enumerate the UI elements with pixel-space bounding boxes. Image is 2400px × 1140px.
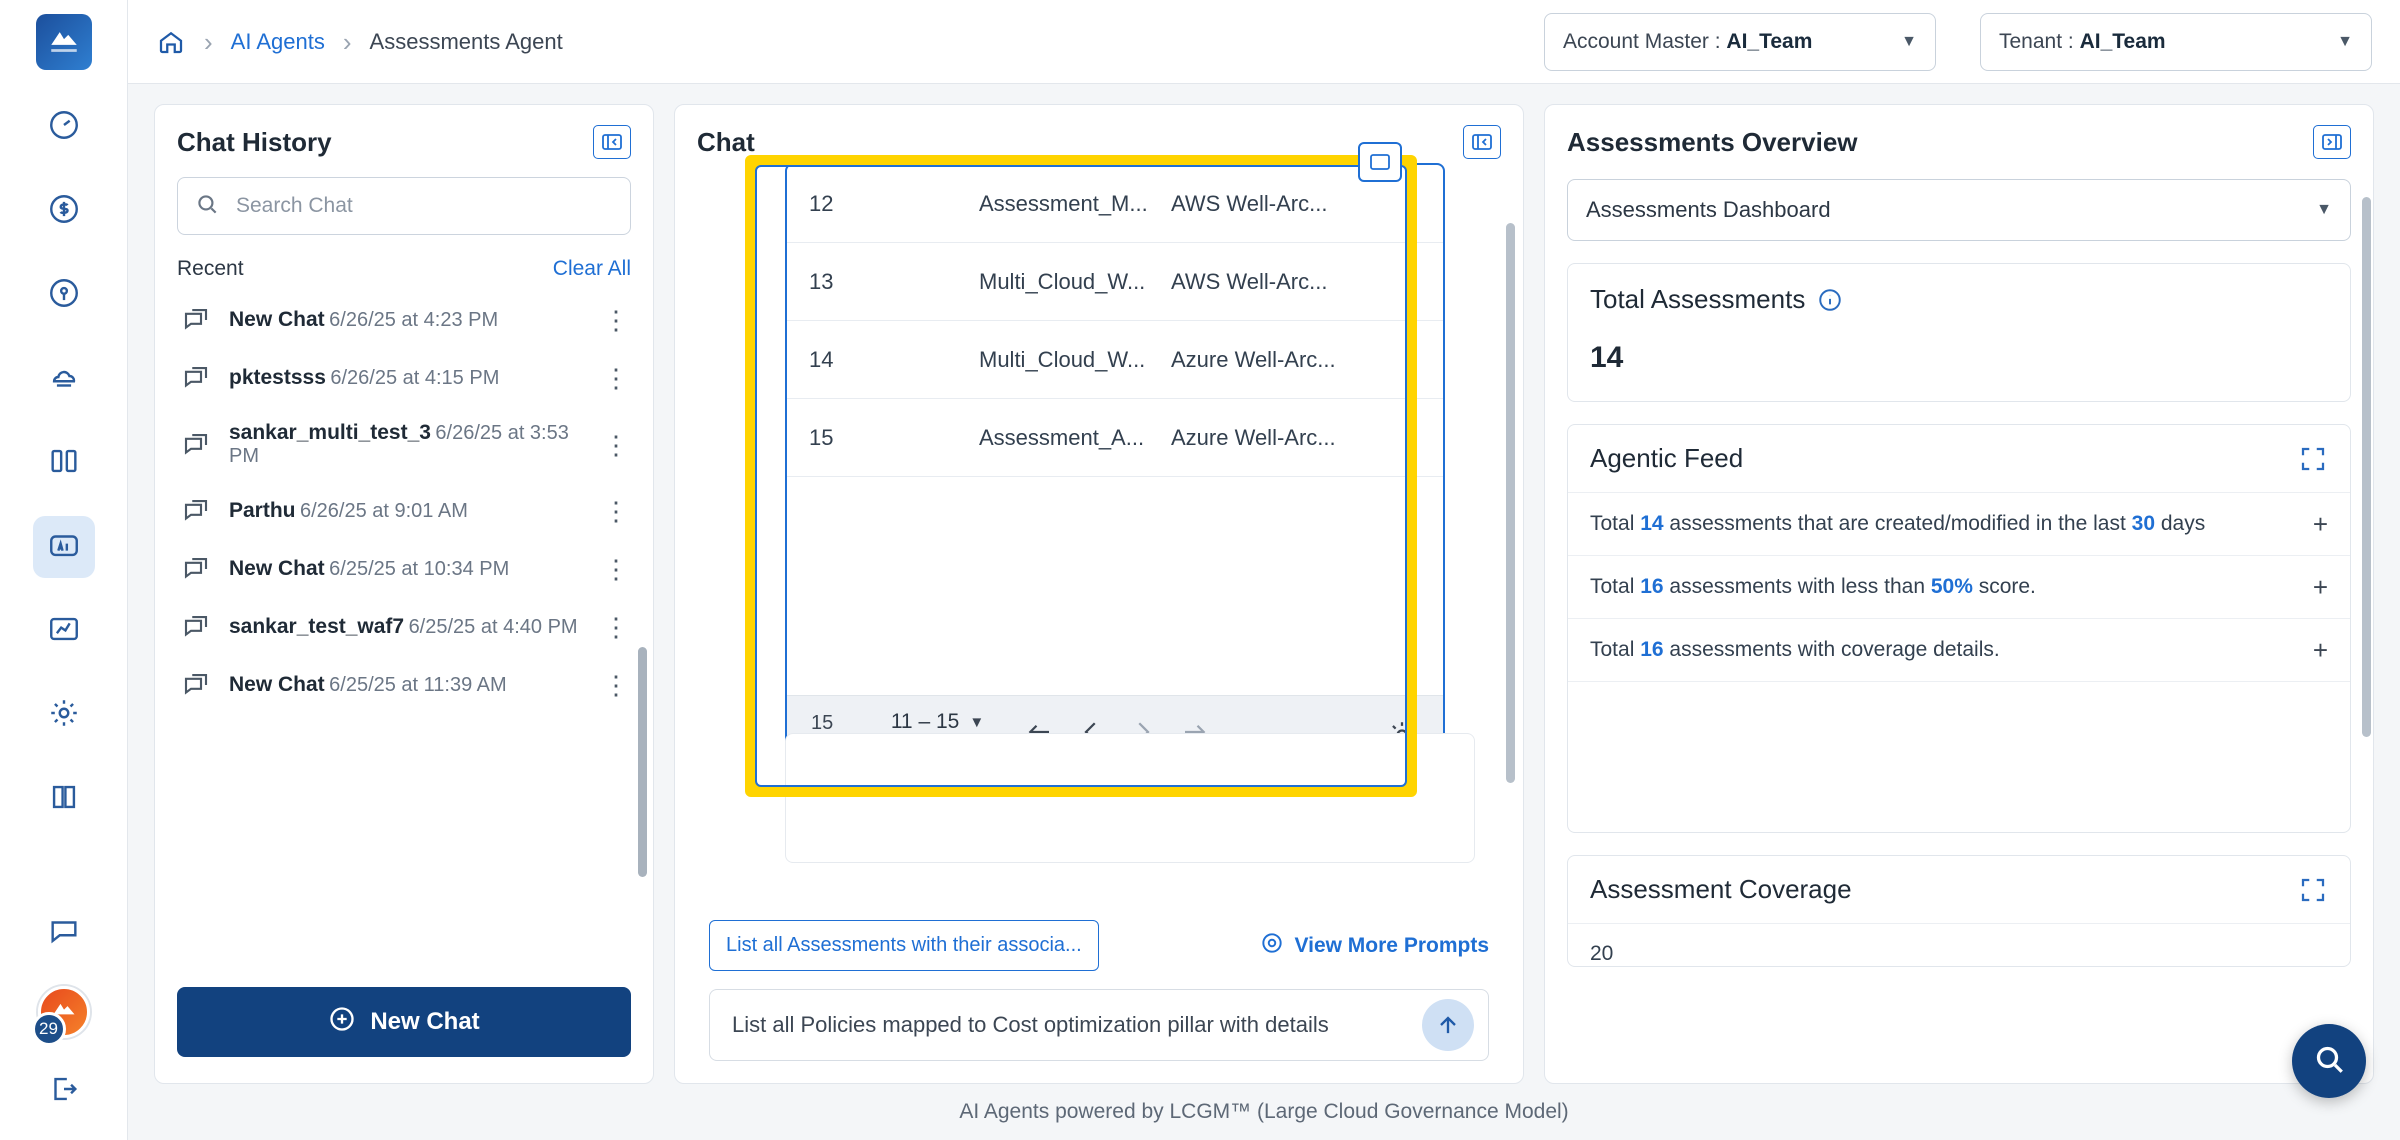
info-icon[interactable] [1817,287,1843,313]
top-bar [128,0,2400,84]
collapse-right-icon[interactable] [2313,125,2351,159]
cell-name: Multi_Cloud_W... [979,346,1146,372]
list-item-title: pktestsss [229,366,326,389]
logout-icon [47,1072,81,1111]
list-item-text [229,499,585,523]
plus-circle-icon [328,1005,356,1040]
list-item-text [229,366,585,390]
sidebar-item-settings[interactable] [33,684,95,746]
overview-header [1545,105,2373,173]
cell-name: Multi_Cloud_W... [979,268,1146,294]
reports-icon [47,612,81,651]
list-item[interactable] [177,598,639,656]
search-chat-wrap [155,173,653,235]
book-icon [47,780,81,819]
new-chat-wrap [155,969,653,1083]
list-item-date: 6/25/25 at 4:40 PM [408,616,578,638]
global-search-fab[interactable] [2292,1024,2366,1098]
agentic-feed-title: Agentic Feed [1590,443,1744,473]
total-assessments-card [1567,263,2351,402]
grid-empty-space [787,477,1443,653]
search-icon [194,191,220,222]
page-footer: AI Agents powered by LCGM™ (Large Cloud Governance Model) [959,1100,1569,1123]
cell-type: Azure Well-Arc... [1171,346,1336,372]
chat-message-placeholder [785,733,1475,863]
new-chat-label: New Chat [370,1008,480,1035]
assessments-overview-panel [1544,104,2374,1084]
chevron-down-icon[interactable]: ▼ [969,714,985,732]
search-chat-box[interactable] [177,177,631,235]
list-item-date: 6/26/25 at 3:53 PM [229,422,569,467]
overview-scrollbar[interactable] [2362,197,2371,737]
chat-panel [674,104,1524,1084]
sidebar-item-cost[interactable] [33,180,95,242]
chat-bubble-icon [179,670,213,700]
overview-body [1545,173,2373,1083]
feed-mid: assessments that are created/modified in the last [1663,512,2132,535]
list-item-text [229,615,585,639]
chat-header-buttons [1463,125,1501,159]
chat-bubble-icon [179,554,213,584]
sidebar-item-compare[interactable] [33,432,95,494]
table-row[interactable] [787,165,1443,243]
cost-icon [47,192,81,231]
cell-id: 13 [809,268,834,294]
chat-history-list [155,291,653,969]
chat-history-scrollbar[interactable] [638,647,647,877]
chat-bubble-icon [179,430,213,460]
account-master-select[interactable] [1544,13,1936,71]
sidebar-item-ai-agents[interactable] [33,516,95,578]
chat-history-header [155,105,653,173]
list-item-title: New Chat [229,308,325,331]
sidebar-item-logout[interactable] [33,1060,95,1122]
user-avatar-wrap[interactable] [38,986,90,1038]
total-assessments-title-row [1590,284,2328,315]
cell-type: AWS Well-Arc... [1171,190,1328,216]
new-chat-button[interactable] [177,987,631,1057]
agentic-feed-header [1568,425,2350,493]
account-master-value: AI_Team [1726,29,1813,53]
dashboard-icon [47,108,81,147]
list-item-text [229,308,585,332]
more-options-icon[interactable]: ⋮ [603,554,629,584]
chevron-down-icon[interactable]: ▼ [2337,32,2353,50]
chevron-down-icon[interactable]: ▼ [1901,32,1917,50]
total-assessments-title: Total Assessments [1590,284,1806,314]
list-item-title: Parthu [229,499,296,522]
home-icon[interactable] [156,27,186,57]
left-nav-rail [0,0,128,1140]
clear-all-button[interactable]: Clear All [552,257,631,280]
view-more-prompts-button[interactable] [1259,930,1490,962]
view-more-prompts-label: View More Prompts [1294,933,1489,957]
breadcrumb-chevron-2: › [342,26,352,57]
list-item-title: New Chat [229,673,325,696]
app-logo[interactable] [36,14,92,70]
gear-icon [47,696,81,735]
grid-total-count: 15 [811,711,834,734]
tenant-value: AI_Team [2079,29,2166,53]
chevron-down-icon[interactable]: ▼ [2316,201,2332,218]
dashboard-select[interactable] [1567,179,2351,241]
feed-pre: Total [1590,512,1641,535]
send-button[interactable] [1422,999,1474,1051]
main-columns [128,84,2400,1084]
ai-agents-icon [47,528,81,567]
sidebar-item-dashboard[interactable] [33,96,95,158]
grid-expand-button[interactable] [1358,142,1402,182]
expand-icon[interactable] [2298,875,2328,905]
expand-row-icon[interactable]: + [2312,509,2328,539]
cloud-network-icon [47,360,81,399]
feed-mid: assessments with less than [1663,575,1931,598]
overview-title: Assessments Overview [1567,126,1858,157]
cell-type: Azure Well-Arc... [1171,424,1336,450]
feed-row[interactable] [1568,556,2350,619]
list-item-date: 6/25/25 at 11:39 AM [329,674,507,696]
cell-type: AWS Well-Arc... [1171,268,1328,294]
assessment-coverage-title: Assessment Coverage [1590,874,1852,904]
feed-row-text [1590,512,2205,536]
more-options-icon[interactable]: ⋮ [603,496,629,526]
recent-row [155,235,653,291]
assessment-coverage-header [1568,856,2350,924]
tenant-label: Tenant : [1999,29,2074,53]
assessments-grid [787,165,1443,653]
chat-input-text[interactable]: List all Policies mapped to Cost optimization pillar with details [732,1012,1329,1037]
list-item-title: sankar_test_waf7 [229,615,405,638]
more-options-icon[interactable]: ⋮ [603,305,629,335]
cell-id: 15 [809,424,834,450]
expand-row-icon[interactable]: + [2312,635,2328,665]
feed-num1: 14 [1640,512,1664,535]
feed-row-text [1590,638,2000,662]
chat-history-panel [154,104,654,1084]
search-icon [2311,1041,2347,1082]
feed-num1: 16 [1640,638,1664,661]
list-item-date: 6/26/25 at 4:23 PM [329,309,499,331]
recent-label: Recent [177,257,244,280]
expand-icon[interactable] [2298,444,2328,474]
expand-row-icon[interactable]: + [2312,572,2328,602]
sidebar-item-cloud-network[interactable] [33,348,95,410]
list-item-title: New Chat [229,557,325,580]
more-options-icon[interactable]: ⋮ [603,612,629,642]
feed-pre: Total [1590,575,1641,598]
feed-mid: assessments with coverage details. [1663,638,2000,661]
suggested-prompt-chip[interactable]: List all Assessments with their associa... [709,920,1099,971]
assessment-coverage-card [1567,855,2351,967]
assessment-coverage-value: 20 [1590,942,1614,965]
list-item[interactable] [177,656,639,714]
sidebar-item-library[interactable] [33,768,95,830]
feed-row[interactable] [1568,619,2350,682]
search-input[interactable] [234,193,614,219]
list-item-date: 6/25/25 at 10:34 PM [329,558,510,580]
more-options-icon[interactable]: ⋮ [603,670,629,700]
chat-history-title: Chat History [177,126,332,157]
feed-pre: Total [1590,638,1641,661]
feed-post: days [2155,512,2206,535]
more-options-icon[interactable]: ⋮ [603,363,629,393]
collapse-left-icon[interactable] [1463,125,1501,159]
tenant-select[interactable] [1980,13,2372,71]
list-item[interactable] [177,291,639,349]
chat-bubble-icon [179,496,213,526]
list-item[interactable] [177,349,639,407]
grid-range-line1: 11 – 15 [890,710,960,734]
chat-support-icon [47,914,81,953]
feed-num1: 16 [1640,575,1664,598]
list-item-date: 6/26/25 at 4:15 PM [330,367,500,389]
list-item[interactable] [177,407,639,482]
list-item-text [229,673,585,697]
agentic-feed-card [1567,424,2351,833]
chat-bubble-icon [179,612,213,642]
table-row[interactable] [787,243,1443,321]
feed-row-text [1590,575,2036,599]
cell-name: Assessment_A... [979,424,1145,450]
chat-input-row[interactable] [709,989,1489,1061]
location-icon [47,276,81,315]
breadcrumb-link-ai-agents[interactable]: AI Agents [230,28,325,54]
chat-body [675,173,1523,910]
feed-post: score. [1972,575,2036,598]
feed-empty-space [1568,682,2350,832]
total-assessments-value: 14 [1590,341,1624,374]
prompt-chip-row [709,920,1489,971]
chat-bubble-icon [179,363,213,393]
feed-num2: 30 [2131,512,2155,535]
prompt-area [675,910,1523,1083]
account-master-label: Account Master : [1563,29,1721,53]
list-item-text [229,557,585,581]
sidebar-item-reports[interactable] [33,600,95,662]
list-item-date: 6/26/25 at 9:01 AM [299,500,468,522]
prompts-icon [1259,930,1285,962]
sidebar-item-location[interactable] [33,264,95,326]
feed-num2: 50% [1930,575,1973,598]
table-row[interactable] [787,399,1443,477]
chat-bubble-icon [179,305,213,335]
more-options-icon[interactable]: ⋮ [603,429,629,460]
breadcrumb-current: Assessments Agent [369,28,563,54]
assessments-grid-card [785,163,1445,793]
dashboard-select-value: Assessments Dashboard [1586,197,1831,222]
list-item-text [229,421,585,468]
content-area [128,0,2400,1140]
list-item[interactable] [177,540,639,598]
cell-id: 12 [809,190,834,216]
table-row[interactable] [787,321,1443,399]
cell-id: 14 [809,346,834,372]
breadcrumb-chevron-1: › [204,26,213,57]
list-item-title: sankar_multi_test_3 [229,421,431,444]
chat-scrollbar[interactable] [1506,223,1515,783]
list-item[interactable] [177,482,639,540]
chat-title: Chat [697,126,755,157]
notification-badge[interactable]: 29 [32,1012,66,1046]
feed-row[interactable] [1568,493,2350,556]
collapse-left-icon[interactable] [593,125,631,159]
sidebar-item-chat-support[interactable] [33,902,95,964]
cell-name: Assessment_M... [979,190,1148,216]
compare-icon [47,444,81,483]
